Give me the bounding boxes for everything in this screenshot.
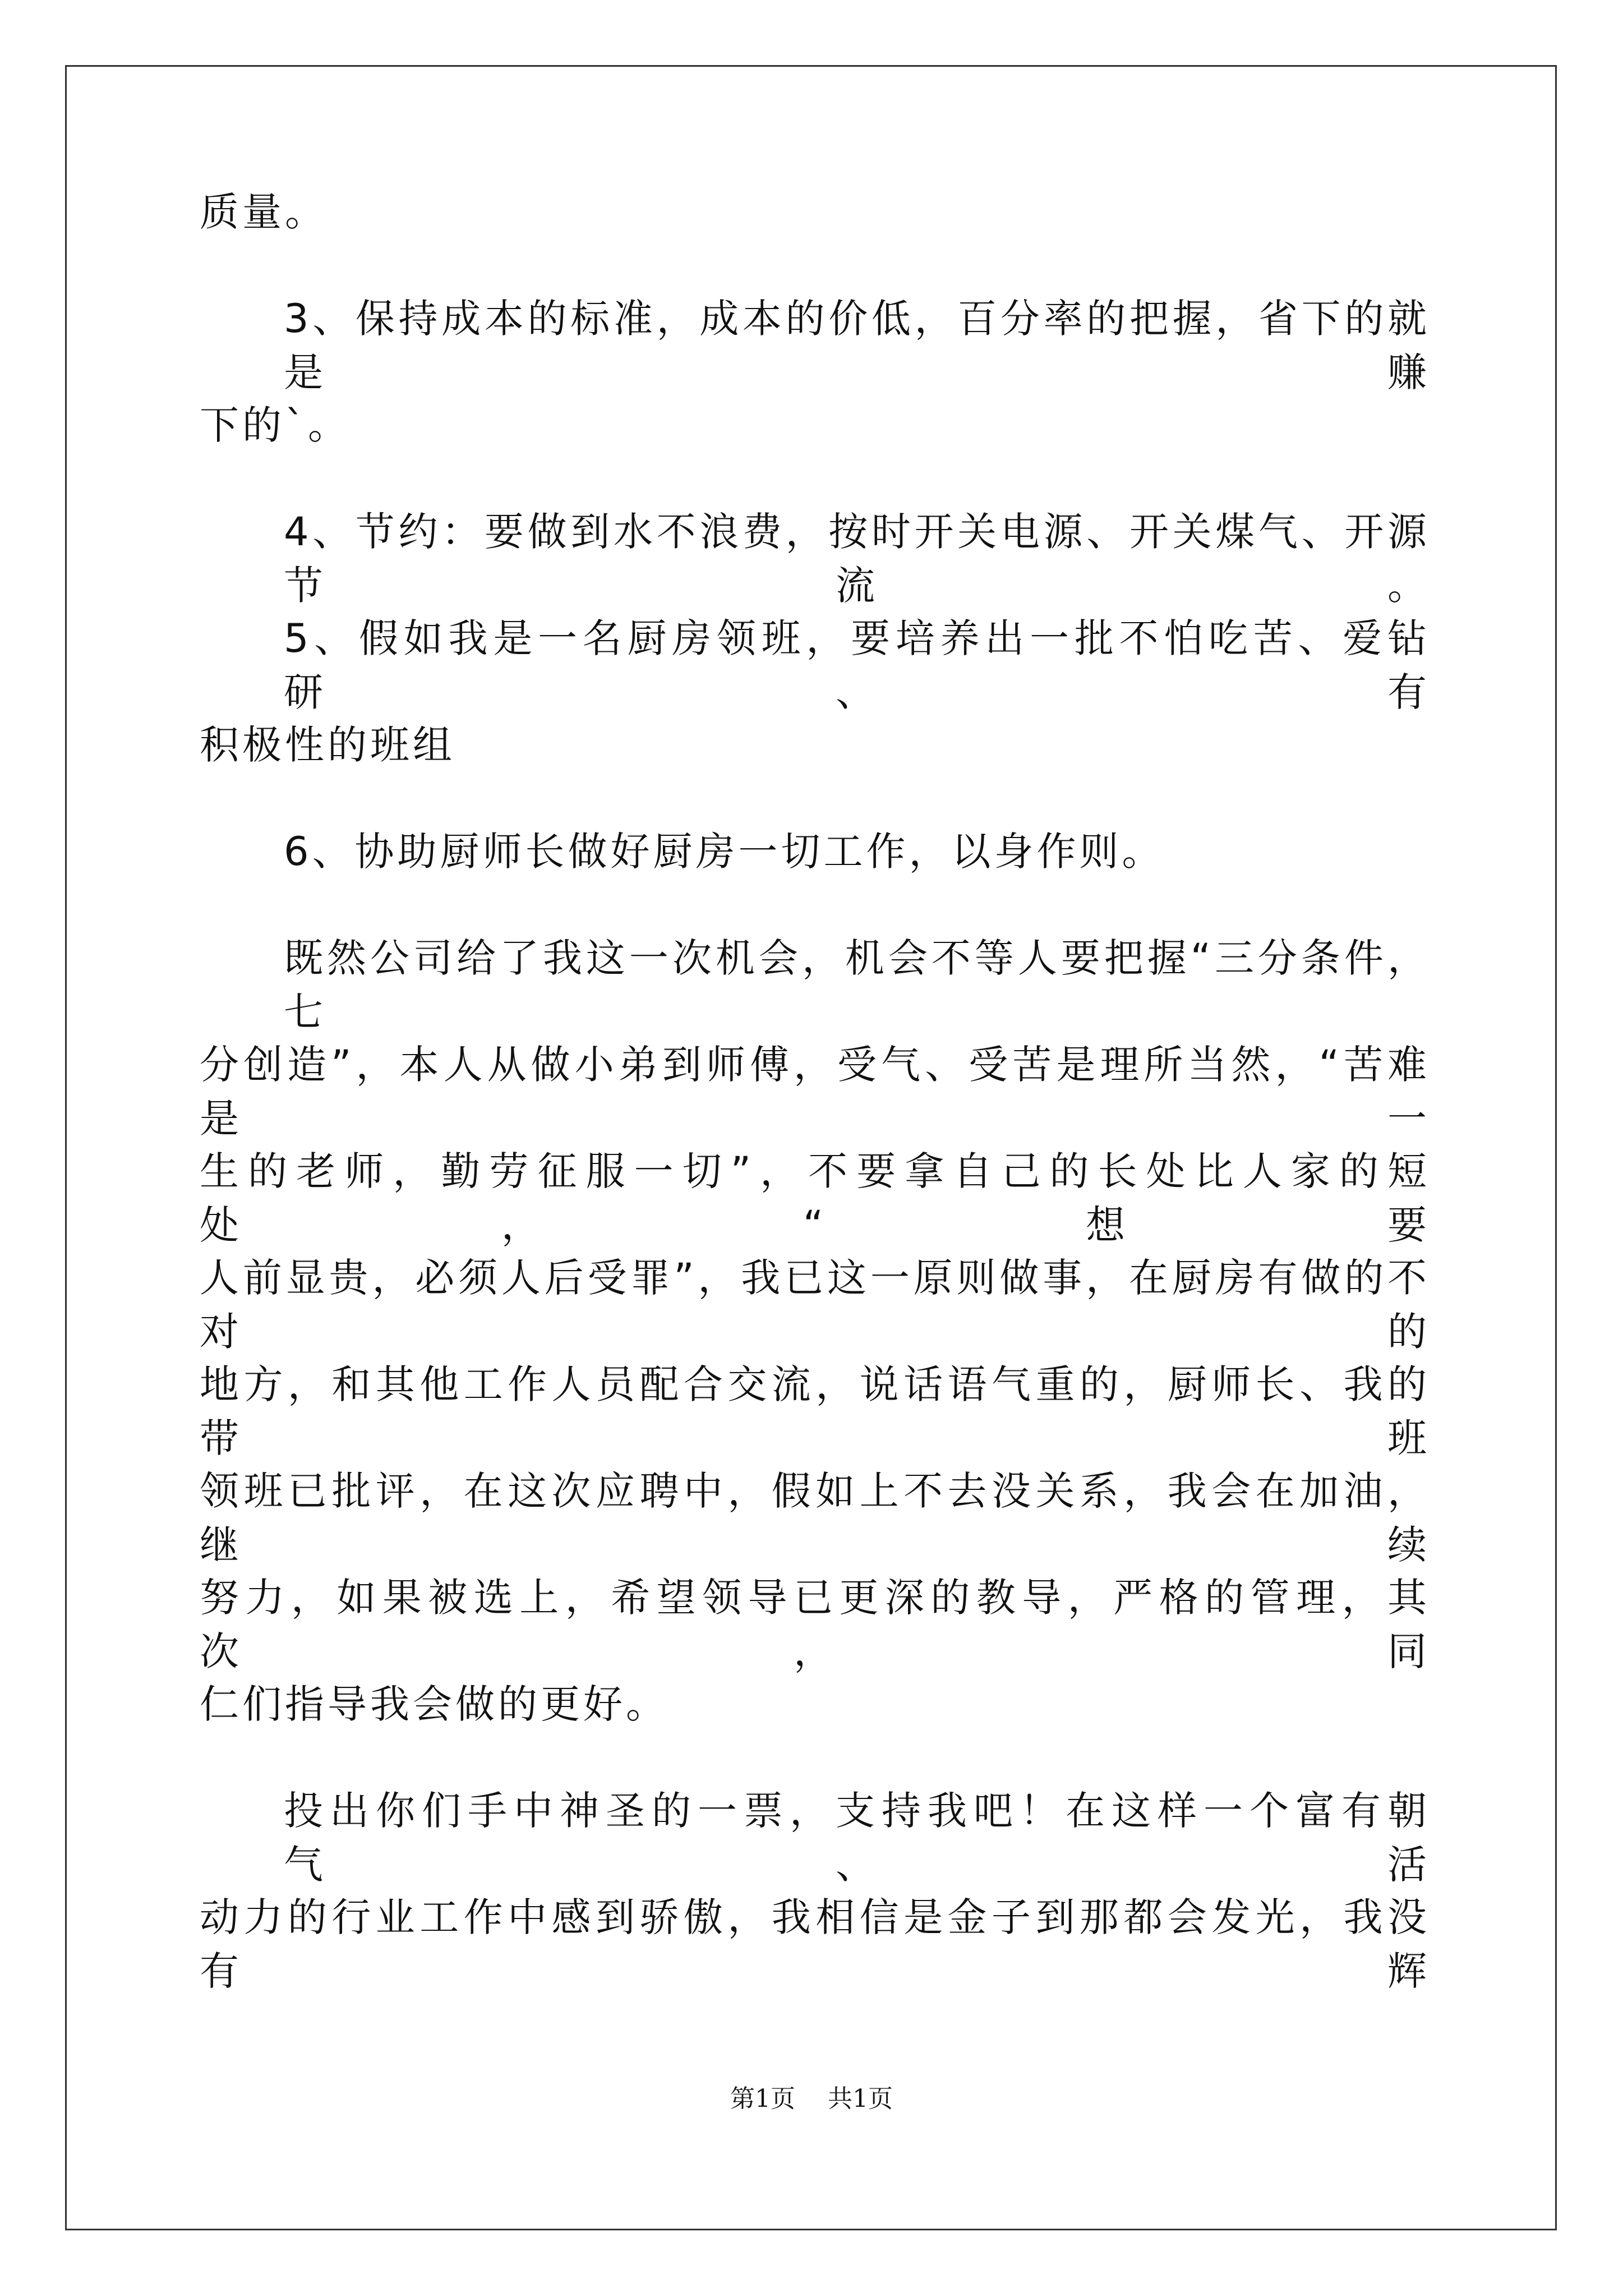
- text-line: 地方，和其他工作人员配合交流，说话语气重的，厨师长、我的带班: [200, 1361, 1430, 1461]
- text-line: 既然公司给了我这一次机会，机会不等人要把握“三分条件，七: [284, 935, 1430, 1035]
- document-body: [200, 185, 1430, 1997]
- text-line: 人前显贵，必须人后受罪”，我已这一原则做事，在厨房有做的不对的: [200, 1255, 1430, 1355]
- text-line: 动力的行业工作中感到骄傲，我相信是金子到那都会发光，我没有辉: [200, 1894, 1430, 1994]
- text-line: 质量。: [200, 189, 328, 235]
- text-line: 领班已批评，在这次应聘中，假如上不去没关系，我会在加油，继续: [200, 1468, 1430, 1568]
- text-line: 仁们指导我会做的更好。: [200, 1681, 668, 1727]
- text-line: 积极性的班组: [200, 722, 455, 768]
- text-line: 投出你们手中神圣的一票，支持我吧！在这样一个富有朝气、活: [284, 1788, 1430, 1888]
- text-line: 分创造”，本人从做小弟到师傅，受气、受苦是理所当然，“苦难是一: [200, 1042, 1430, 1142]
- text-line: 4、节约：要做到水不浪费，按时开关电源、开关煤气、开源节流。: [284, 509, 1430, 609]
- text-line: 6、协助厨师长做好厨房一切工作，以身作则。: [284, 829, 1165, 875]
- page-number: 第1页: [730, 2085, 795, 2113]
- text-line: 努力，如果被选上，希望领导已更深的教导，严格的管理，其次，同: [200, 1575, 1430, 1674]
- page-footer: [0, 2078, 1623, 2114]
- text-line: 5、假如我是一名厨房领班，要培养出一批不怕吃苦、爱钻研、有: [284, 615, 1430, 715]
- page-total: 共1页: [828, 2085, 893, 2113]
- text-line: 3、保持成本的标准，成本的价低，百分率的把握，省下的就是赚: [284, 296, 1430, 395]
- text-line: 下的`。: [200, 402, 351, 448]
- text-line: 生的老师，勤劳征服一切”，不要拿自己的长处比人家的短处，“想要: [200, 1148, 1430, 1248]
